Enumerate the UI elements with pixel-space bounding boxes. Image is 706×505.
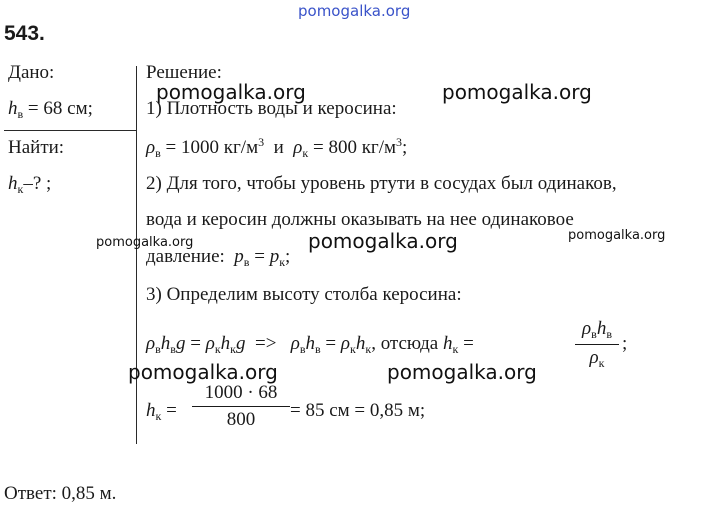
rho-kerosene-value: = 800 кг/м [312,137,397,158]
given-h-value: = 68 см; [27,98,93,119]
rho-water-value: = 1000 кг/м [165,137,259,158]
given-label: Дано: [8,62,55,83]
result-value: = 85 см = 0,85 м; [290,400,426,421]
step-3: 3) Определим высоту столба керосина: [146,284,462,305]
equation-semicolon: ; [622,333,628,354]
fraction-formula: $\rho_вh_в$ $\rho_к$ [575,318,619,371]
fraction-numerator: 1000 · 68 [204,382,278,403]
step-2-line-1: 2) Для того, чтобы уровень ртути в сосудах был одинаков, [146,173,617,194]
given-h-water: $h_в = 68$ см; [8,98,93,121]
watermark: pomogalka.org [308,229,458,253]
fraction-numeric [192,382,290,431]
find-h-kerosene: $h_к-$? ; [8,173,52,196]
watermark: pomogalka.org [128,360,278,384]
answer: Ответ: 0,85 м. [4,483,117,504]
watermark-top: pomogalka.org [298,2,411,20]
watermark: pomogalka.org [96,235,194,250]
watermark: pomogalka.org [442,80,592,104]
watermark: pomogalka.org [387,360,537,384]
densities-line: $\rho_в = 1000$ $кг/м^3$ и $\rho_к = 800$ $кг/м^3$; [146,135,408,160]
step-2-line-3: давление: $p_в = p_к$; [146,246,291,269]
find-label: Найти: [8,137,65,158]
step-1: 1) Плотность воды и керосина: [146,98,397,119]
watermark: pomogalka.org [568,228,666,243]
table-vertical-divider [136,66,137,444]
problem-number: 543. [4,22,45,45]
fraction-denominator: 800 [226,409,256,430]
pressure-label: давление: [146,246,225,267]
watermark: pomogalka.org [156,80,306,104]
step-2-line-2: вода и керосин должны оказывать на нее одинаковое [146,209,574,230]
otsyuda: отсюда [380,333,439,354]
result-h-label: $h_к$ = [146,400,177,423]
find-target: –? ; [23,173,52,194]
equation-line: $\rho_вh_вg = \rho_кh_кg => \rho_вh_в = \rho_кh_к$, отсюда $h_к$ = [146,333,474,356]
densities-and: и [273,137,284,158]
solution-label: Решение: [146,62,222,83]
table-horizontal-divider [4,130,137,131]
